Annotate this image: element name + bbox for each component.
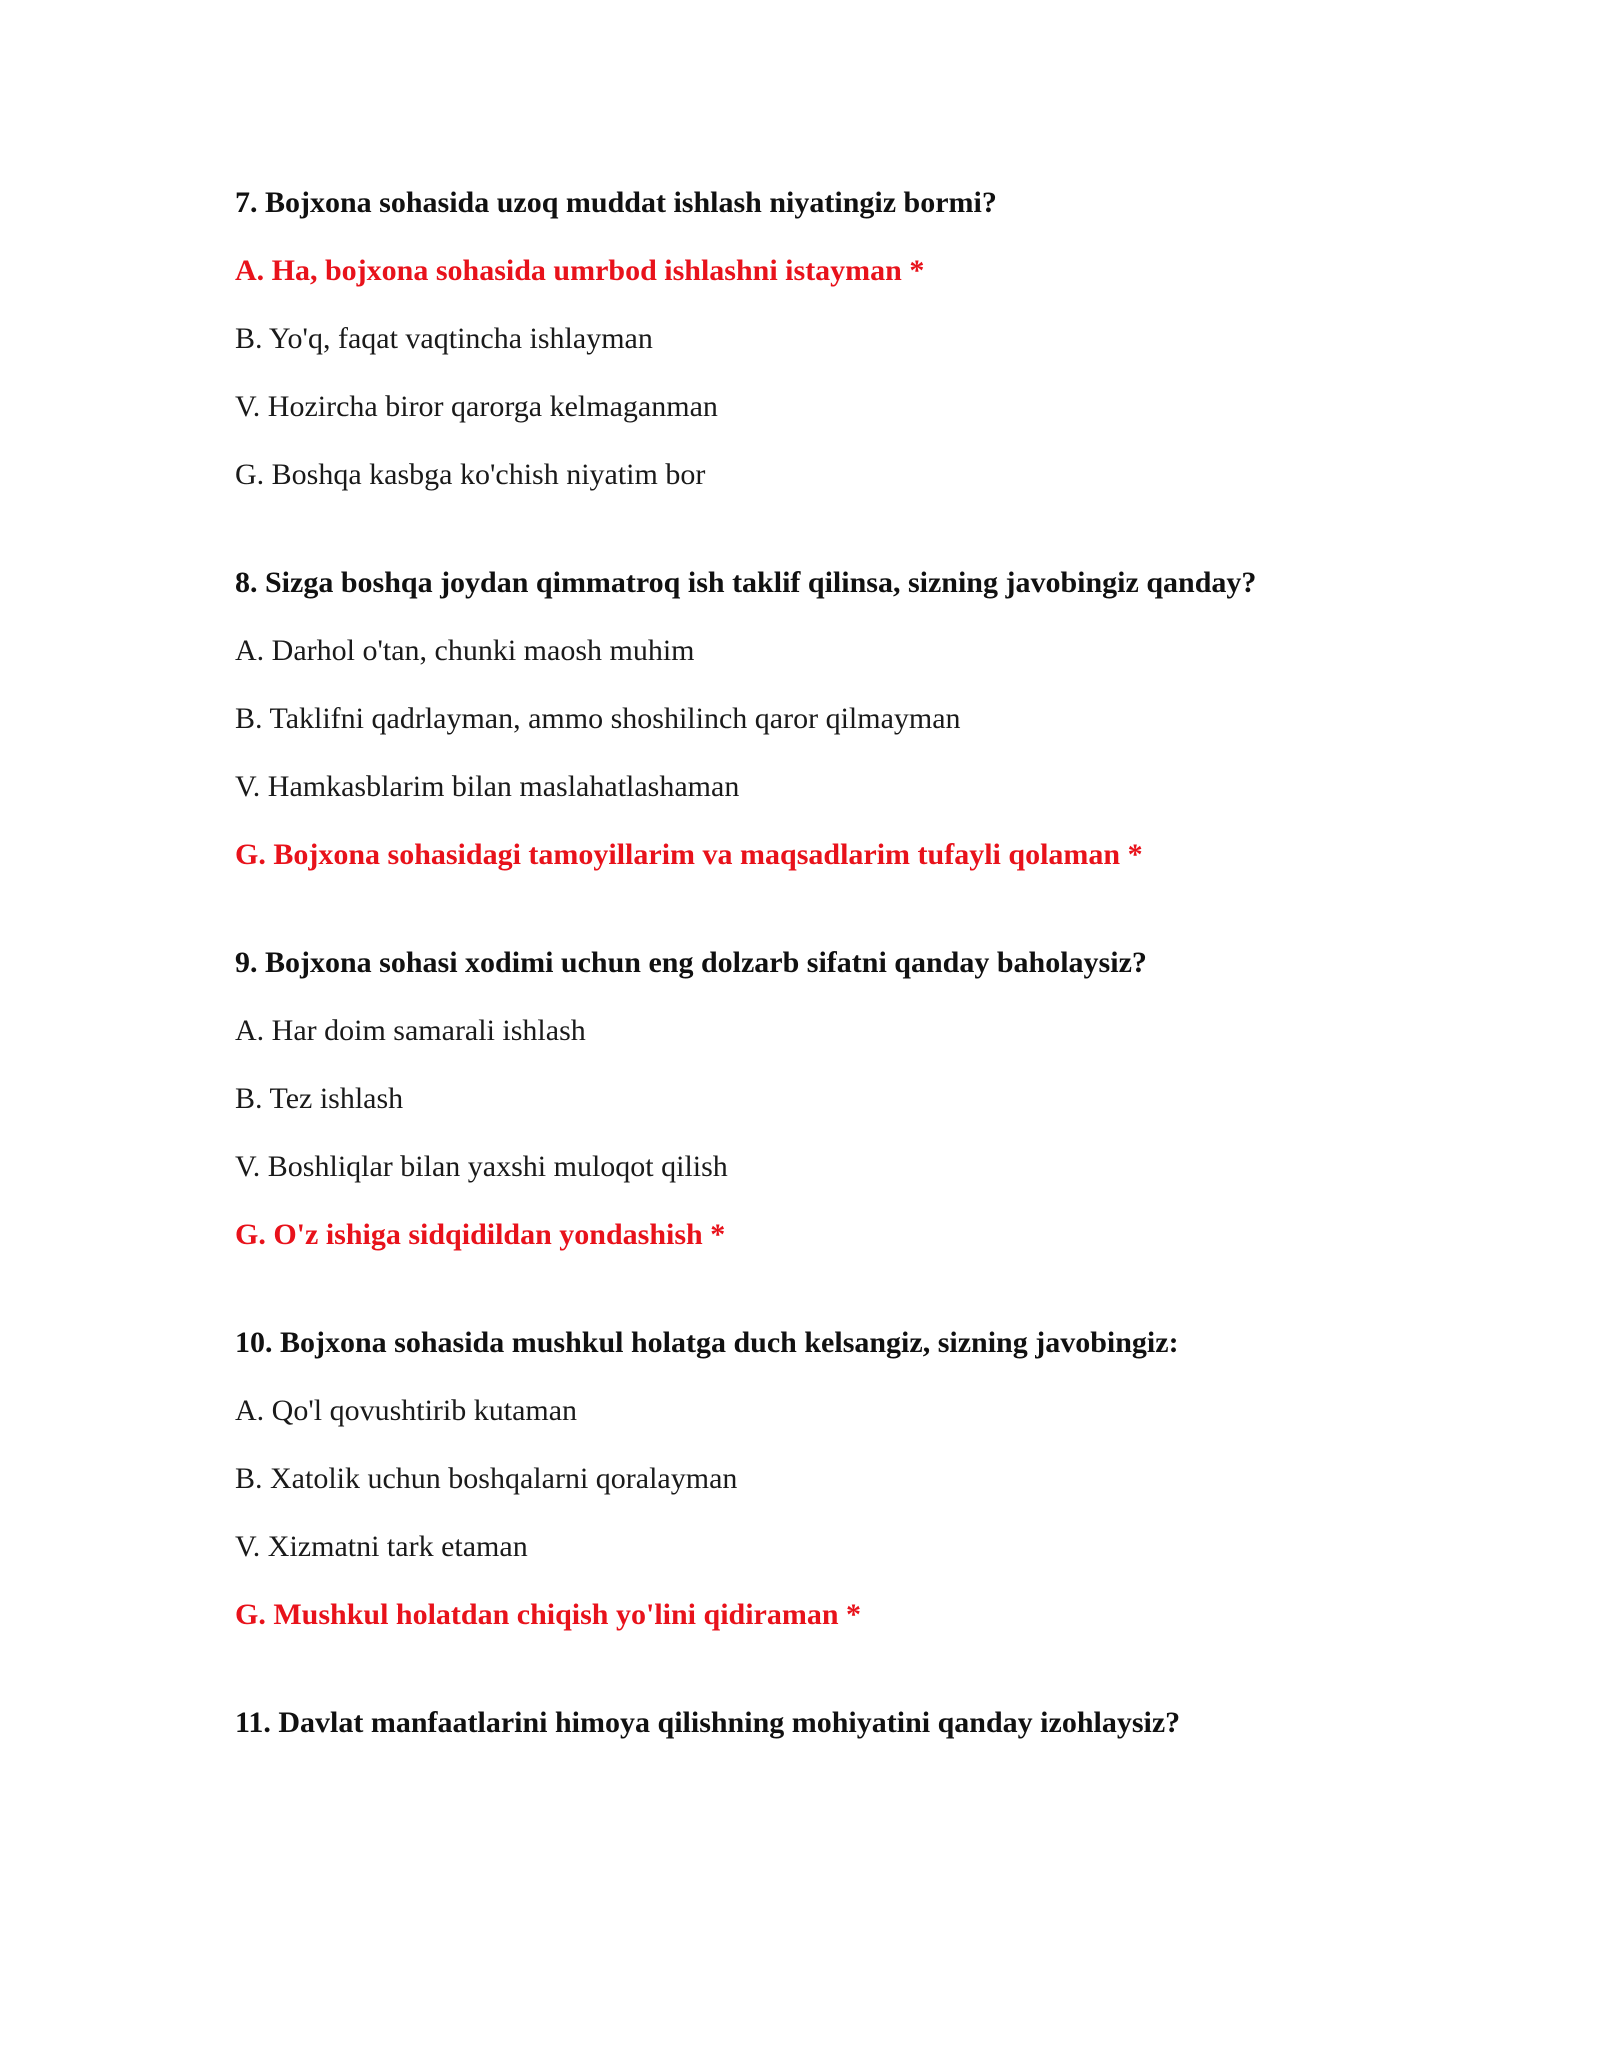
option-correct: G. Bojxona sohasidagi tamoyillarim va maqsadlarim tufayli qolaman * — [235, 838, 1143, 871]
option: G. Boshqa kasbga ko'chish niyatim bor — [235, 458, 706, 491]
option: B. Yo'q, faqat vaqtincha ishlayman — [235, 322, 653, 355]
question-block — [235, 1323, 1435, 1635]
option: A. Darhol o'tan, chunki maosh muhim — [235, 634, 695, 667]
question-block — [235, 183, 1435, 495]
question-text: 9. Bojxona sohasi xodimi uchun eng dolzarb sifatni qanday baholaysiz? — [235, 946, 1147, 979]
question-text: 11. Davlat manfaatlarini himoya qilishning mohiyatini qanday izohlaysiz? — [235, 1706, 1181, 1739]
question-text: 8. Sizga boshqa joydan qimmatroq ish taklif qilinsa, sizning javobingiz qanday? — [235, 566, 1257, 599]
question-block — [235, 563, 1435, 875]
question-block — [235, 1703, 1435, 1743]
quiz-content — [235, 183, 1435, 1811]
option-correct: G. O'z ishiga sidqidildan yondashish * — [235, 1218, 726, 1251]
option: V. Hozircha biror qarorga kelmaganman — [235, 390, 718, 423]
option-correct: G. Mushkul holatdan chiqish yo'lini qidiraman * — [235, 1598, 862, 1631]
question-block — [235, 943, 1435, 1255]
option: B. Tez ishlash — [235, 1082, 404, 1115]
option: B. Xatolik uchun boshqalarni qoralayman — [235, 1462, 738, 1495]
option: A. Har doim samarali ishlash — [235, 1014, 586, 1047]
option: B. Taklifni qadrlayman, ammo shoshilinch qaror qilmayman — [235, 702, 961, 735]
option: V. Xizmatni tark etaman — [235, 1530, 528, 1563]
question-text: 7. Bojxona sohasida uzoq muddat ishlash niyatingiz bormi? — [235, 186, 997, 219]
option: V. Hamkasblarim bilan maslahatlashaman — [235, 770, 740, 803]
option: A. Qo'l qovushtirib kutaman — [235, 1394, 578, 1427]
question-text: 10. Bojxona sohasida mushkul holatga duch kelsangiz, sizning javobingiz: — [235, 1326, 1179, 1359]
option-correct: A. Ha, bojxona sohasida umrbod ishlashni istayman * — [235, 254, 925, 287]
option: V. Boshliqlar bilan yaxshi muloqot qilish — [235, 1150, 728, 1183]
